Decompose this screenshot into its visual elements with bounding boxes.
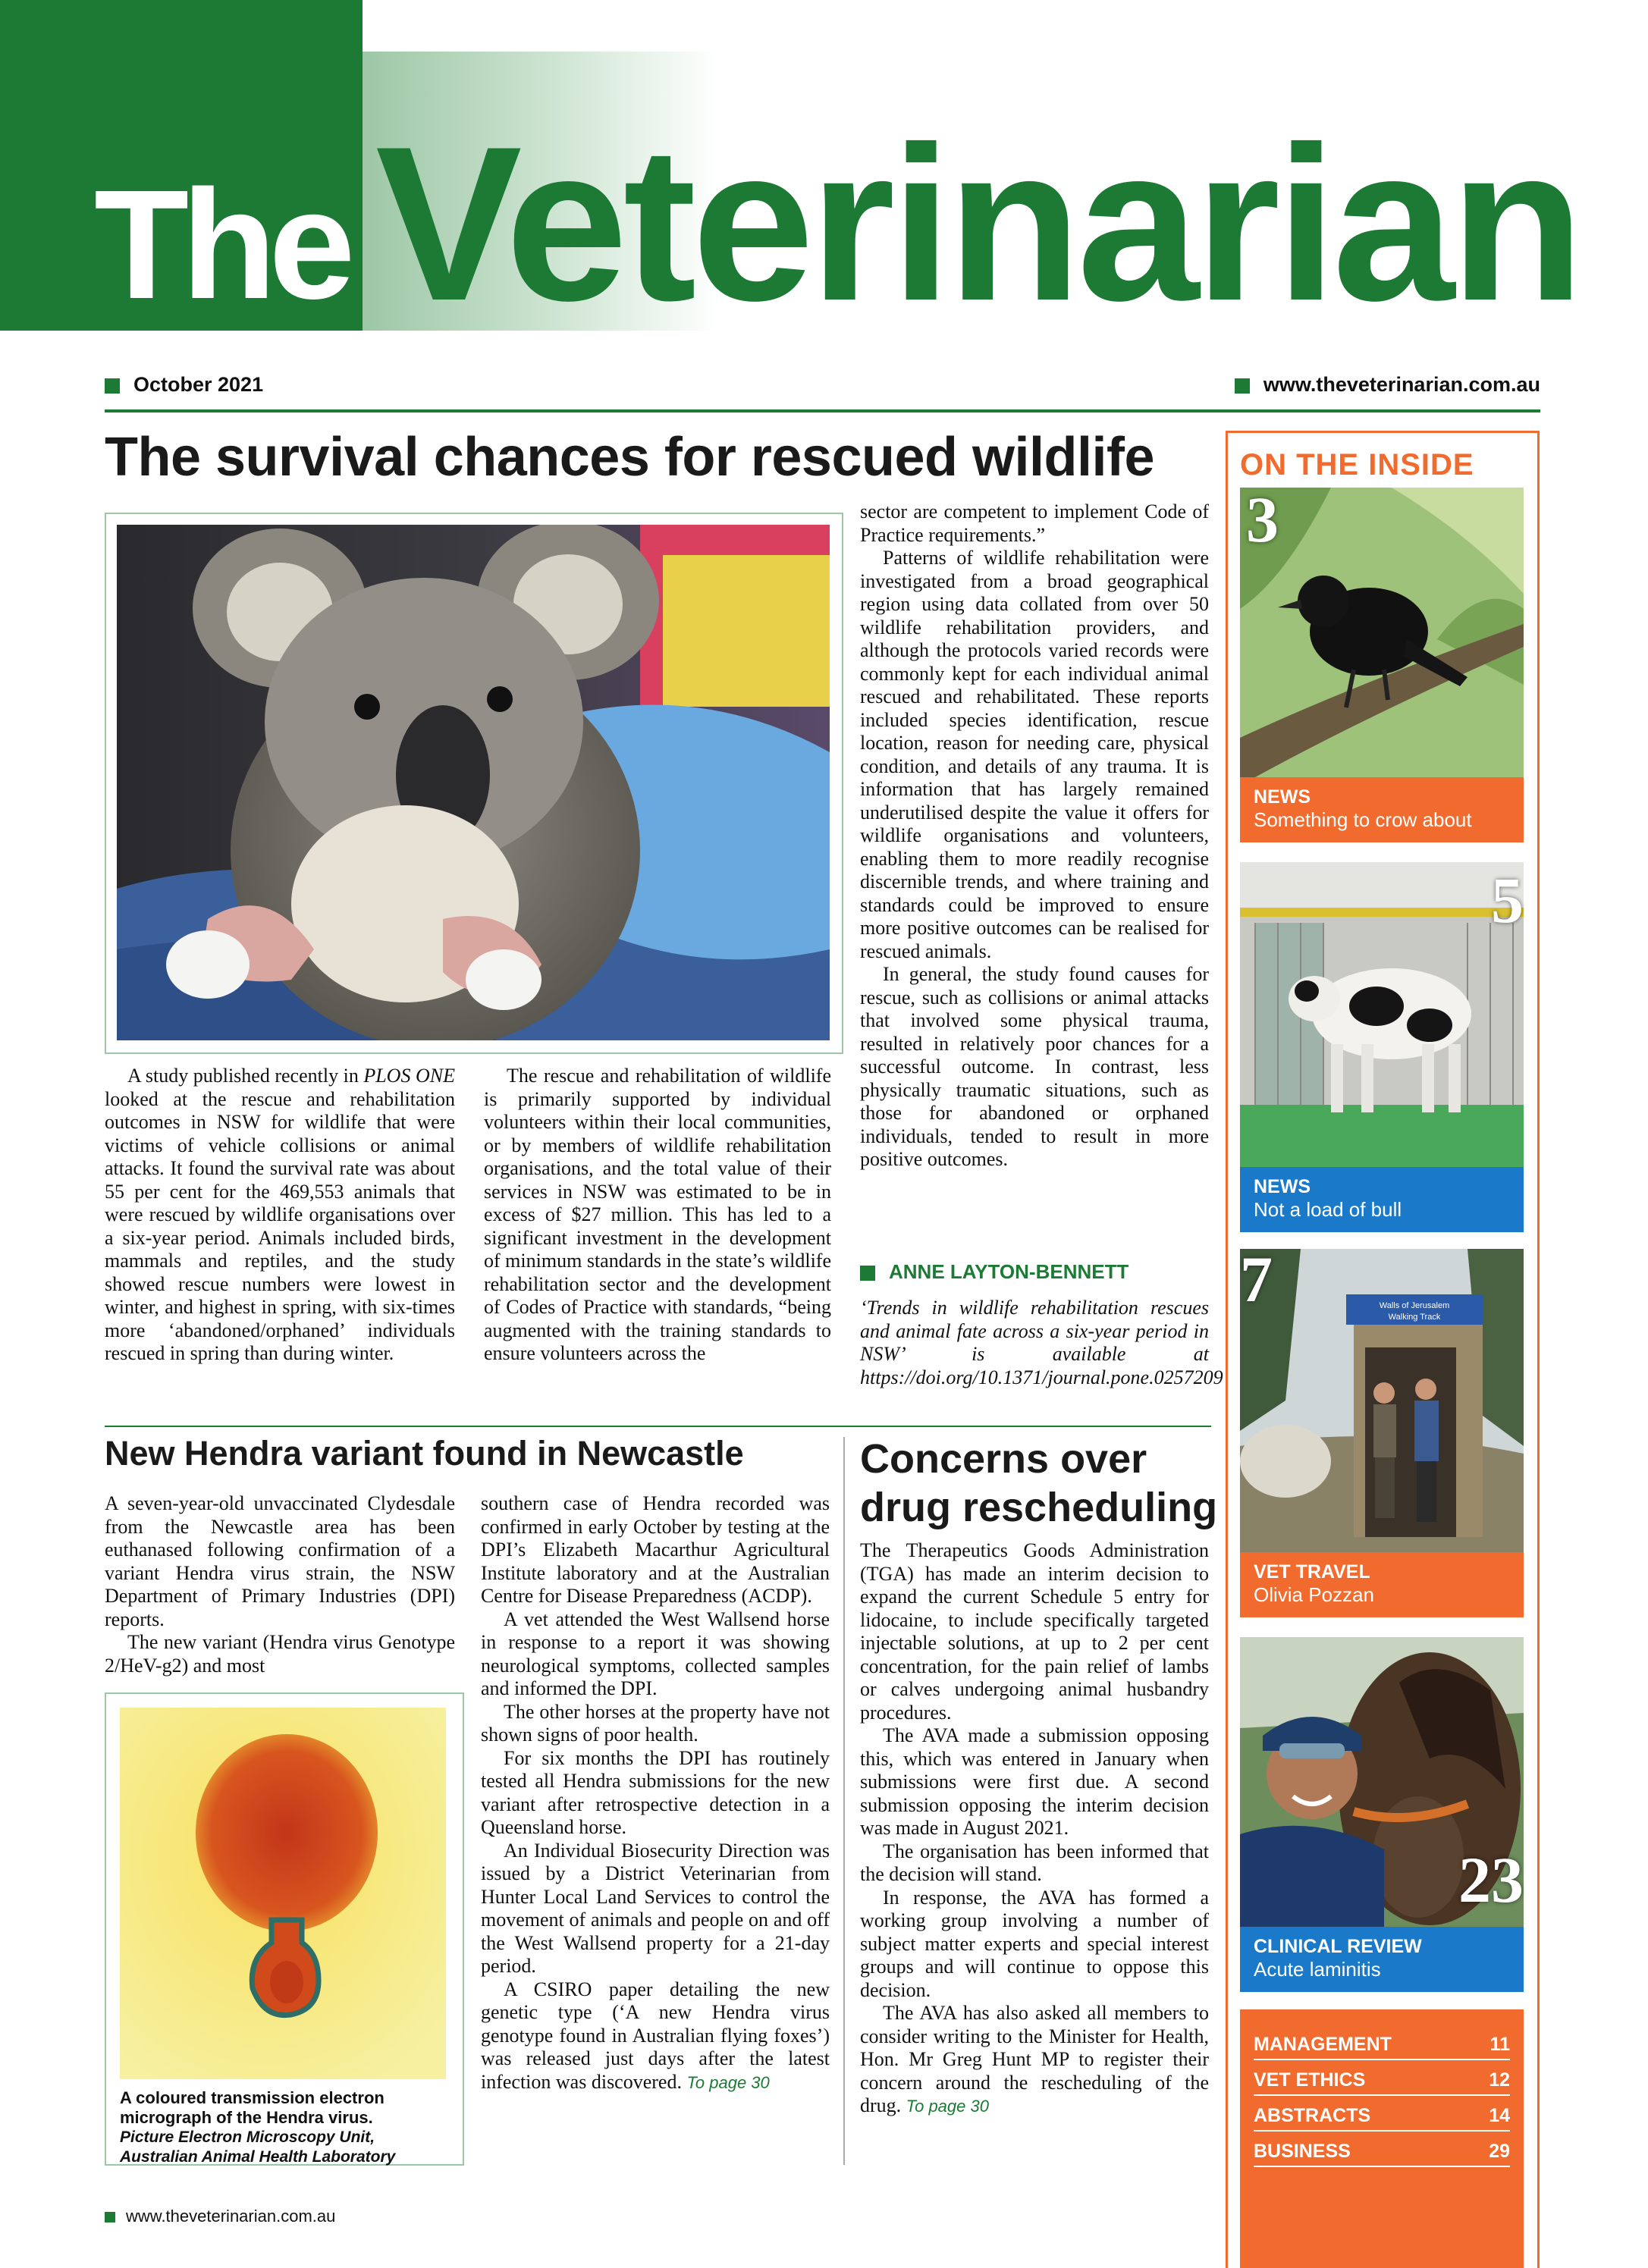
main-col3-p2: In general, the study found causes for rescue, such as collisions or animal attacks that involved some physical trauma, resulted in relatively poor chances for a successful outcome. In contrast, less physically traumatic situations, such as those for abandoned or orphaned individuals, tended to result in more positive outcomes.: [860, 963, 1209, 1170]
study-reference-text: ‘Trends in wildlife rehabilitation rescues and animal fate across a six-year period in NSW’ is available at https://doi.org/10.1371/journal.pone.0257209: [860, 1297, 1223, 1388]
masthead-the: The: [94, 158, 348, 331]
micrograph-caption: [120, 2088, 454, 2167]
hendra-col-1: [105, 1492, 455, 1677]
sidebar-item-title: Olivia Pozzan: [1254, 1583, 1374, 1606]
hendra-col-2: [481, 1492, 830, 2094]
trail-sign-text-1: Walls of Jerusalem: [1379, 1301, 1450, 1310]
drug-headline-l2: drug rescheduling: [860, 1485, 1218, 1530]
micrograph-frame: [105, 1692, 464, 2166]
index-page: 29: [1489, 2141, 1510, 2162]
drug-to-page-link[interactable]: To page 30: [906, 2097, 989, 2116]
hendra-to-page-link[interactable]: To page 30: [686, 2072, 770, 2092]
hendra-p1: A seven-year-old unvaccinated Clydesdale from the Newcastle area has been euthanased following confirmation of a variant Hendra virus strain, the NSW Department of Primary Industries (DPI) reports.: [105, 1492, 455, 1630]
hendra-p7: An Individual Biosecurity Direction was issued by a District Veterinarian from Hunter Local Land Services to control the movement of animals and people on and off the West Wallsend property for a 21-day period.: [481, 1839, 830, 1977]
sidebar-page-number: 3: [1246, 483, 1279, 556]
drug-p3: The organisation has been informed that the decision will stand.: [860, 1840, 1209, 1885]
main-col-1: [105, 1065, 455, 1366]
crow-photo[interactable]: [1240, 488, 1524, 777]
site-url[interactable]: [1235, 373, 1540, 397]
hendra-p8: A CSIRO paper detailing the new genetic type (‘A new Hendra virus genotype found in Australian flying foxes’) was released just days after the latest infection was discovered.: [481, 1978, 830, 2093]
drug-p5-wrap: [860, 2002, 1209, 2119]
index-row-vet-ethics[interactable]: [1254, 2069, 1510, 2096]
bullet-square-icon: [860, 1266, 875, 1281]
sidebar-item-title: Acute laminitis: [1254, 1958, 1381, 1981]
sidebar-page-number: 23: [1458, 1843, 1524, 1916]
hendra-p2: The new variant (Hendra virus Genotype 2/HeV-g2) and most: [105, 1631, 455, 1677]
sidebar-item-category: VET TRAVEL: [1254, 1561, 1370, 1583]
sidebar-page-number: 7: [1240, 1243, 1273, 1316]
sidebar-item-clinical[interactable]: [1240, 1927, 1524, 1992]
trail-sign-text-2: Walking Track: [1388, 1313, 1441, 1322]
index-label: ABSTRACTS: [1254, 2105, 1371, 2126]
sidebar-item-travel[interactable]: [1240, 1552, 1524, 1617]
index-row-abstracts[interactable]: [1254, 2105, 1510, 2132]
hendra-p8-wrap: [481, 1978, 830, 2095]
index-page: 14: [1489, 2105, 1510, 2126]
byline: [860, 1260, 1128, 1284]
drug-headline: [860, 1435, 1217, 1532]
bullet-square-icon: [105, 378, 120, 394]
main-col-3: [860, 500, 1209, 1172]
main-headline: The survival chances for rescued wildlife: [105, 427, 1155, 488]
bullet-square-icon: [1235, 378, 1250, 394]
travel-photo[interactable]: [1240, 1249, 1524, 1552]
section-rule: [105, 1426, 1211, 1427]
study-reference: [860, 1297, 1223, 1389]
byline-text: ANNE LAYTON-BENNETT: [889, 1260, 1129, 1283]
drug-p2: The AVA made a submission opposing this, which was entered in January when submissions were first due. A second submission opposing the interim decision was made in August 2021.: [860, 1724, 1209, 1839]
sidebar-item-category: NEWS: [1254, 786, 1311, 808]
main-col1-paragraph: A study published recently in PLOS ONE looked at the rescue and rehabilitation outcomes in NSW for wildlife that were victims of vehicle collisions or animal attacks. It found the survival rate was about 55 per cent for the 469,553 animals that were rescued by wildlife organisations over a six-year period. Animals included birds, mammals and reptiles, and the study showed rescue numbers were lowest in winter, and highest in spring, with six-times more ‘abandoned/orphaned’ individuals rescued in spring than during winter.: [105, 1065, 455, 1364]
drug-headline-l1: Concerns over: [860, 1436, 1147, 1482]
main-col2-paragraph: The rescue and rehabilitation of wildlife is primarily supported by individual volunteers within their local communities, or by members of wildlife rehabilitation organisations, and the total value of their services in NSW was estimated to be in excess of $27 million. This has led to a significant investment in the development of minimum standards in the state’s wildlife rehabilitation sector and the development of Codes of Practice with standards, “being augmented with the training standards to ensure volunteers across the: [484, 1065, 831, 1364]
index-page: 11: [1489, 2034, 1510, 2055]
sidebar-page-number: 5: [1491, 864, 1524, 936]
sidebar-item-title: Something to crow about: [1254, 808, 1472, 831]
koala-photo-frame: [105, 513, 843, 1054]
micrograph-caption-text: A coloured transmission electron micrograph of the Hendra virus.: [120, 2088, 385, 2127]
main-col3-p0: sector are competent to implement Code of Practice requirements.”: [860, 500, 1209, 546]
drug-p4: In response, the AVA has formed a working group involving a number of subject matter experts and special interest groups and will continue to oppose this decision.: [860, 1886, 1209, 2001]
drug-col: [860, 1539, 1209, 2119]
header-rule: [105, 409, 1540, 413]
footer: [105, 2207, 335, 2226]
column-rule: [843, 1437, 845, 2165]
issue-date-text: October 2021: [133, 373, 264, 396]
drug-p1: The Therapeutics Goods Administration (TGA) has made an interim decision to expand the current Schedule 5 entry for lidocaine, to include specifically targeted injectable solutions, at up to 2 per cent concentration, for the pain relief of lambs or calves undergoing animal husbandry procedures.: [860, 1539, 1209, 1724]
index-label: MANAGEMENT: [1254, 2034, 1392, 2055]
index-row-business[interactable]: [1254, 2141, 1510, 2167]
main-col-2: [484, 1065, 831, 1366]
hendra-p5: The other horses at the property have not shown signs of poor health.: [481, 1700, 830, 1746]
hendra-p4: A vet attended the West Wallsend horse in response to a report it was showing neurological symptoms, collected samples and informed the DPI.: [481, 1608, 830, 1699]
hendra-headline: New Hendra variant found in Newcastle: [105, 1434, 744, 1473]
sidebar-item-title: Not a load of bull: [1254, 1198, 1402, 1221]
sidebar-title: ON THE INSIDE: [1240, 448, 1474, 482]
bullet-square-icon: [105, 2212, 115, 2223]
masthead-title: Veterinarian: [375, 101, 1581, 347]
main-col3-p1: Patterns of wildlife rehabilitation were investigated from a broad geographical region using data collated from over 50 wildlife rehabilitation providers, and although the protocols varied records were commonly kept for each individual animal rescued and rehabilitated. These reports included species identification, rescue location, reason for needing care, physical condition, and details of any trauma. It is information that has largely remained underutilised despite the value it offers for wildlife organisations and volunteers, enabling them to more readily recognise discernible trends, and where training and standards could be improved to ensure more positive outcomes can be realised for rescued animals.: [860, 547, 1209, 962]
on-the-inside-sidebar: [1226, 431, 1540, 2268]
koala-photo: [117, 525, 830, 1040]
index-label: VET ETHICS: [1254, 2069, 1366, 2091]
hendra-p6: For six months the DPI has routinely tested all Hendra submissions for the new variant after retrospective detection in a Queensland horse.: [481, 1746, 830, 1838]
footer-url[interactable]: www.theveterinarian.com.au: [126, 2207, 336, 2226]
bull-photo[interactable]: [1240, 862, 1524, 1167]
sidebar-index-list: [1240, 2009, 1524, 2268]
micrograph-credit: Picture Electron Microscopy Unit, Australian Animal Health Laboratory: [120, 2128, 396, 2166]
issue-date: [105, 373, 263, 397]
sidebar-item-category: CLINICAL REVIEW: [1254, 1936, 1422, 1957]
index-page: 12: [1489, 2069, 1510, 2091]
sidebar-item-category: NEWS: [1254, 1176, 1311, 1197]
site-url-text[interactable]: www.theveterinarian.com.au: [1263, 373, 1540, 396]
sidebar-item-crow[interactable]: [1240, 777, 1524, 842]
hendra-micrograph: [120, 1708, 446, 2079]
hendra-p3: southern case of Hendra recorded was confirmed in early October by testing at the DPI’s Elizabeth Macarthur Agricultural Institute laboratory and at the Australian Centre for Disease Preparedness (ACDP).: [481, 1492, 830, 1607]
index-row-management[interactable]: [1254, 2034, 1510, 2060]
drug-p5: The AVA has also asked all members to consider writing to the Minister for Health, Hon. Mr Greg Hunt MP to register their concern around the rescheduling of the drug.: [860, 2002, 1209, 2116]
index-label: BUSINESS: [1254, 2141, 1351, 2162]
plos-one-italic: PLOS ONE: [363, 1065, 455, 1087]
sidebar-item-bull[interactable]: [1240, 1167, 1524, 1232]
